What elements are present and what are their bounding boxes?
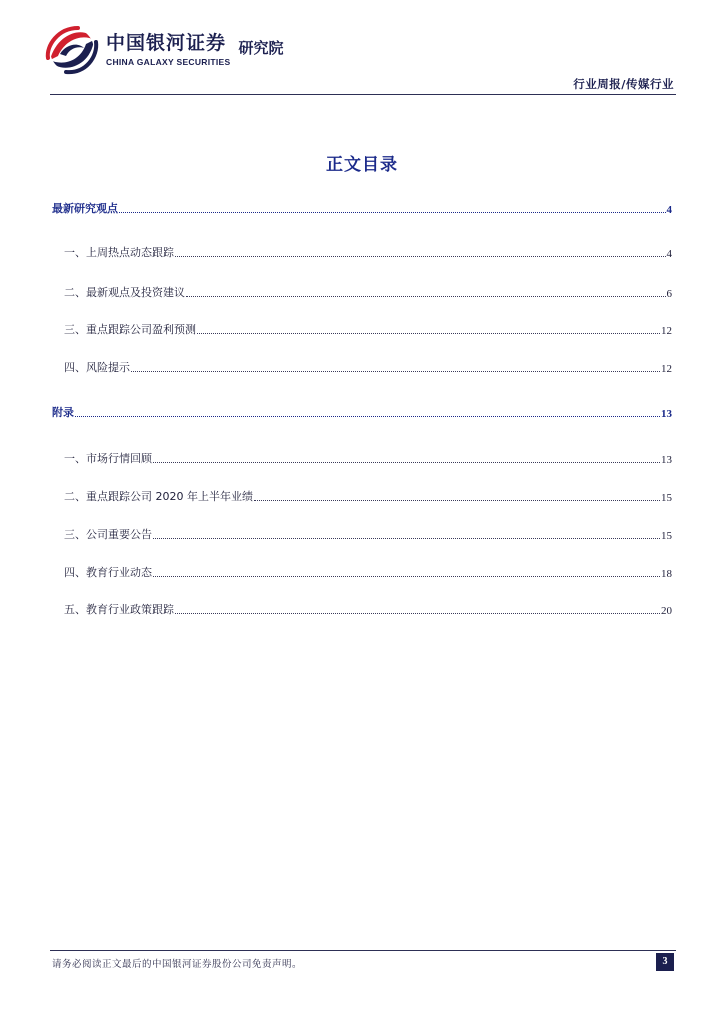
toc-entry-page: 12 [661, 325, 672, 337]
logo-institute-label: 研究院 [238, 38, 284, 57]
toc-dot-leader [175, 256, 666, 257]
toc-entry-label: 最新研究观点 [52, 202, 118, 215]
toc-entry-page: 20 [661, 605, 672, 617]
toc-entry[interactable] [52, 321, 672, 337]
toc-dot-leader [119, 212, 666, 213]
toc-entry-label: 二、重点跟踪公司 2020 年上半年业绩 [64, 490, 253, 503]
toc-dot-leader [197, 333, 660, 334]
toc-entry[interactable] [52, 488, 672, 504]
toc-entry-page: 15 [661, 530, 672, 542]
logo-english-name: CHINA GALAXY SECURITIES [106, 57, 231, 67]
galaxy-swirl-logo-icon [44, 22, 100, 78]
page-title: 正文目录 [326, 155, 398, 175]
toc-dot-leader [186, 296, 666, 297]
footer-divider [50, 950, 676, 951]
toc-entry[interactable] [52, 359, 672, 375]
toc-dot-leader [153, 576, 660, 577]
toc-entry-label: 一、上周热点动态跟踪 [64, 246, 174, 259]
toc-dot-leader [153, 538, 660, 539]
page-number-badge: 3 [656, 953, 674, 971]
toc-entry-page: 13 [661, 408, 672, 420]
toc-entry-page: 4 [666, 248, 672, 260]
toc-entry-label: 三、公司重要公告 [64, 528, 152, 541]
footer-disclaimer: 请务必阅读正文最后的中国银河证券股份公司免责声明。 [52, 959, 303, 970]
toc-entry[interactable] [52, 526, 672, 542]
toc-dot-leader [153, 462, 660, 463]
toc-entry[interactable] [52, 404, 672, 420]
toc-entry-label: 四、教育行业动态 [64, 566, 152, 579]
toc-entry[interactable] [52, 564, 672, 580]
logo-chinese-name: 中国银河证券 [106, 32, 227, 54]
toc-entry[interactable] [52, 284, 672, 300]
logo-text [106, 32, 231, 68]
toc-entry-label: 附录 [52, 406, 74, 419]
toc-entry[interactable] [52, 244, 672, 260]
toc-dot-leader [175, 613, 660, 614]
company-logo [44, 22, 306, 78]
toc-entry-label: 四、风险提示 [64, 361, 130, 374]
toc-dot-leader [254, 500, 660, 501]
header-divider [50, 94, 676, 95]
toc-entry-page: 4 [666, 204, 672, 216]
toc-entry-page: 12 [661, 363, 672, 375]
toc-dot-leader [75, 416, 660, 417]
toc-entry[interactable] [52, 450, 672, 466]
toc-entry-page: 13 [661, 454, 672, 466]
toc-entry-page: 18 [661, 568, 672, 580]
toc-entry-label: 一、市场行情回顾 [64, 452, 152, 465]
toc-entry-label: 二、最新观点及投资建议 [64, 286, 185, 299]
toc-entry-label: 五、教育行业政策跟踪 [64, 603, 174, 616]
toc-entry[interactable] [52, 200, 672, 216]
report-category: 行业周报/传媒行业 [573, 77, 674, 91]
toc-entry[interactable] [52, 601, 672, 617]
toc-entry-page: 6 [666, 288, 672, 300]
toc-dot-leader [131, 371, 660, 372]
toc-entry-page: 15 [661, 492, 672, 504]
toc-entry-label: 三、重点跟踪公司盈利预测 [64, 323, 196, 336]
